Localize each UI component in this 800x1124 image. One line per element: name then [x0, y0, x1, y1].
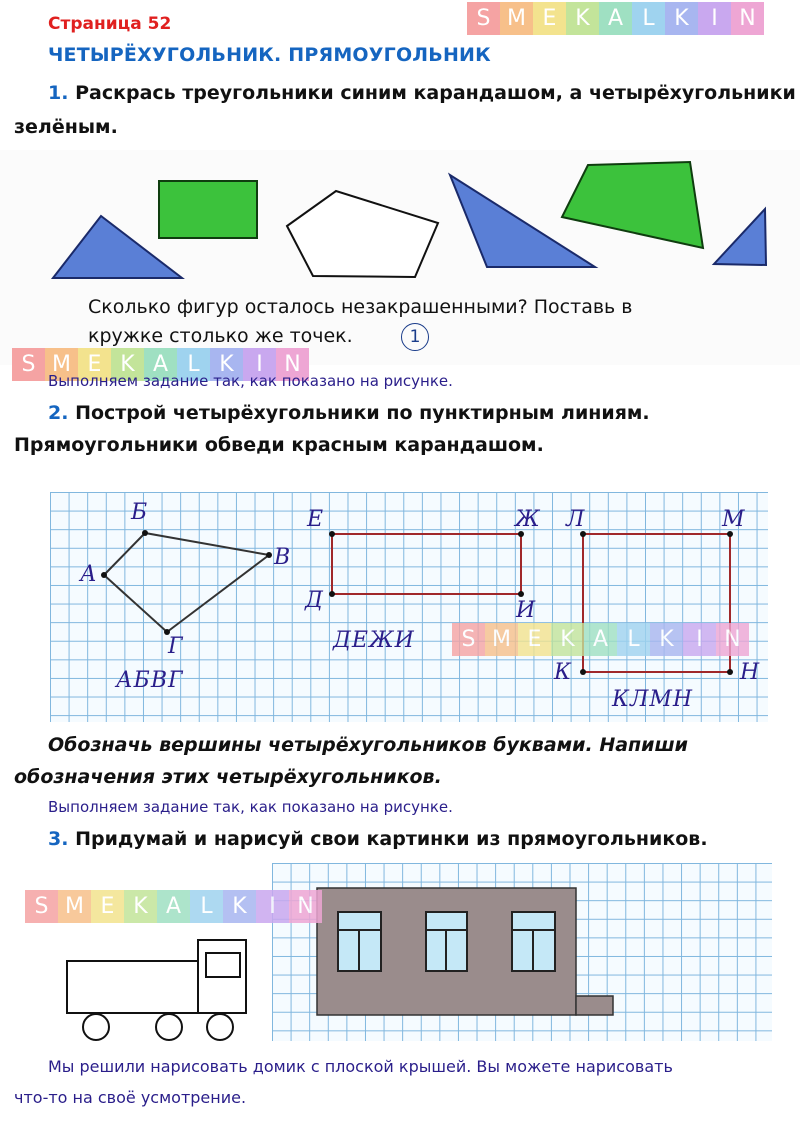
watermark-letter: M	[485, 623, 518, 656]
watermark-letter: N	[731, 2, 764, 35]
label-v: В	[274, 545, 291, 570]
watermark-letter: K	[210, 348, 243, 381]
name-klmn: КЛМН	[612, 687, 694, 712]
task1-question-text: Сколько фигур осталось незакрашенными? Поставь в	[88, 296, 633, 318]
task3-drawing	[0, 860, 800, 1046]
page-label: Страница 52	[48, 14, 172, 34]
label-zh: Ж	[515, 507, 540, 532]
task1-note: Выполняем задание так, как показано на рисунке.	[48, 372, 453, 390]
watermark-letter: I	[683, 623, 716, 656]
truck-wheel-2	[156, 1014, 182, 1040]
watermark-letter: L	[632, 2, 665, 35]
task1-question-line2: кружке столько же точек.	[88, 325, 353, 347]
label-d: Д	[305, 588, 323, 613]
label-g: Г	[168, 634, 183, 659]
watermark-letter: K	[566, 2, 599, 35]
task2-text: Построй четырёхугольники по пунктирным линиям.	[75, 402, 650, 424]
label-k: К	[554, 660, 572, 685]
quadrilateral-abvg	[104, 533, 269, 632]
task3-line	[48, 828, 708, 850]
watermark-letter: S	[12, 348, 45, 381]
watermark-letter: E	[518, 623, 551, 656]
truck-wheel-3	[207, 1014, 233, 1040]
task3-note-line1: Мы решили нарисовать домик с плоской крышей. Вы можете нарисовать	[48, 1057, 673, 1076]
answer-circle: 1	[401, 323, 429, 351]
watermark-letter: M	[45, 348, 78, 381]
task3-text: Придумай и нарисуй свои картинки из прямоугольников.	[75, 828, 708, 850]
truck-example	[67, 940, 246, 1040]
watermark-letter: L	[617, 623, 650, 656]
task2-line2: Прямоугольники обведи красным карандашом.	[14, 434, 544, 456]
watermark-logo-2	[452, 623, 749, 656]
watermark-letter: I	[698, 2, 731, 35]
watermark-letter: E	[533, 2, 566, 35]
watermark-letter: K	[124, 890, 157, 923]
watermark-letter: S	[25, 890, 58, 923]
watermark-letter: K	[551, 623, 584, 656]
label-i: И	[516, 598, 536, 623]
vertex-b	[142, 530, 148, 536]
watermark-letter: A	[584, 623, 617, 656]
watermark-letter: K	[223, 890, 256, 923]
truck-window	[206, 953, 240, 977]
watermark-letter: N	[289, 890, 322, 923]
task1-text: Раскрась треугольники синим карандашом, а четырёхугольники	[75, 82, 796, 104]
watermark-letter: S	[467, 2, 500, 35]
watermark-letter: I	[243, 348, 276, 381]
watermark-logo-3	[25, 890, 322, 923]
task1-line2: зелёным.	[14, 116, 118, 138]
watermark-letter: N	[276, 348, 309, 381]
label-l: Л	[566, 507, 585, 532]
watermark-letter: I	[256, 890, 289, 923]
label-a: А	[80, 562, 97, 587]
watermark-letter: A	[599, 2, 632, 35]
watermark-letter: K	[650, 623, 683, 656]
task2-sub-line2: обозначения этих четырёхугольников.	[14, 766, 442, 788]
label-n: Н	[740, 660, 760, 685]
watermark-letter: E	[78, 348, 111, 381]
watermark-letter: A	[144, 348, 177, 381]
label-b: Б	[131, 500, 148, 525]
watermark-letter: A	[157, 890, 190, 923]
watermark-letter: K	[111, 348, 144, 381]
watermark-letter: K	[665, 2, 698, 35]
task2-note: Выполняем задание так, как показано на рисунке.	[48, 798, 453, 816]
rectangle-dezhi	[332, 534, 521, 594]
watermark-logo-top	[467, 2, 764, 35]
watermark-letter: L	[177, 348, 210, 381]
watermark-letter: N	[716, 623, 749, 656]
vertex-d	[329, 591, 335, 597]
task1-number: 1.	[48, 82, 69, 104]
name-abvg: АБВГ	[116, 668, 184, 693]
watermark-letter: L	[190, 890, 223, 923]
watermark-letter: S	[452, 623, 485, 656]
house-step	[576, 996, 613, 1015]
watermark-letter: M	[500, 2, 533, 35]
vertex-k	[580, 669, 586, 675]
task1-question-line1	[88, 296, 768, 318]
task1-line1	[48, 82, 796, 104]
task3-note-line2: что-то на своё усмотрение.	[14, 1088, 247, 1107]
truck-wheel-1	[83, 1014, 109, 1040]
name-dezhi: ДЕЖИ	[333, 628, 415, 653]
watermark-letter: M	[58, 890, 91, 923]
task2-line1	[48, 402, 650, 424]
label-m: М	[722, 507, 745, 532]
watermark-letter: E	[91, 890, 124, 923]
vertex-i	[518, 591, 524, 597]
truck-body	[67, 961, 198, 1013]
task3-number: 3.	[48, 828, 69, 850]
task2-number: 2.	[48, 402, 69, 424]
green-rectangle	[159, 181, 257, 238]
label-e: Е	[307, 507, 324, 532]
vertex-n	[727, 669, 733, 675]
vertex-a	[101, 572, 107, 578]
task2-sub-line1: Обозначь вершины четырёхугольников буквами. Напиши	[48, 734, 688, 756]
vertex-v	[266, 552, 272, 558]
section-title: ЧЕТЫРЁХУГОЛЬНИК. ПРЯМОУГОЛЬНИК	[48, 44, 491, 66]
vertex-e	[329, 531, 335, 537]
